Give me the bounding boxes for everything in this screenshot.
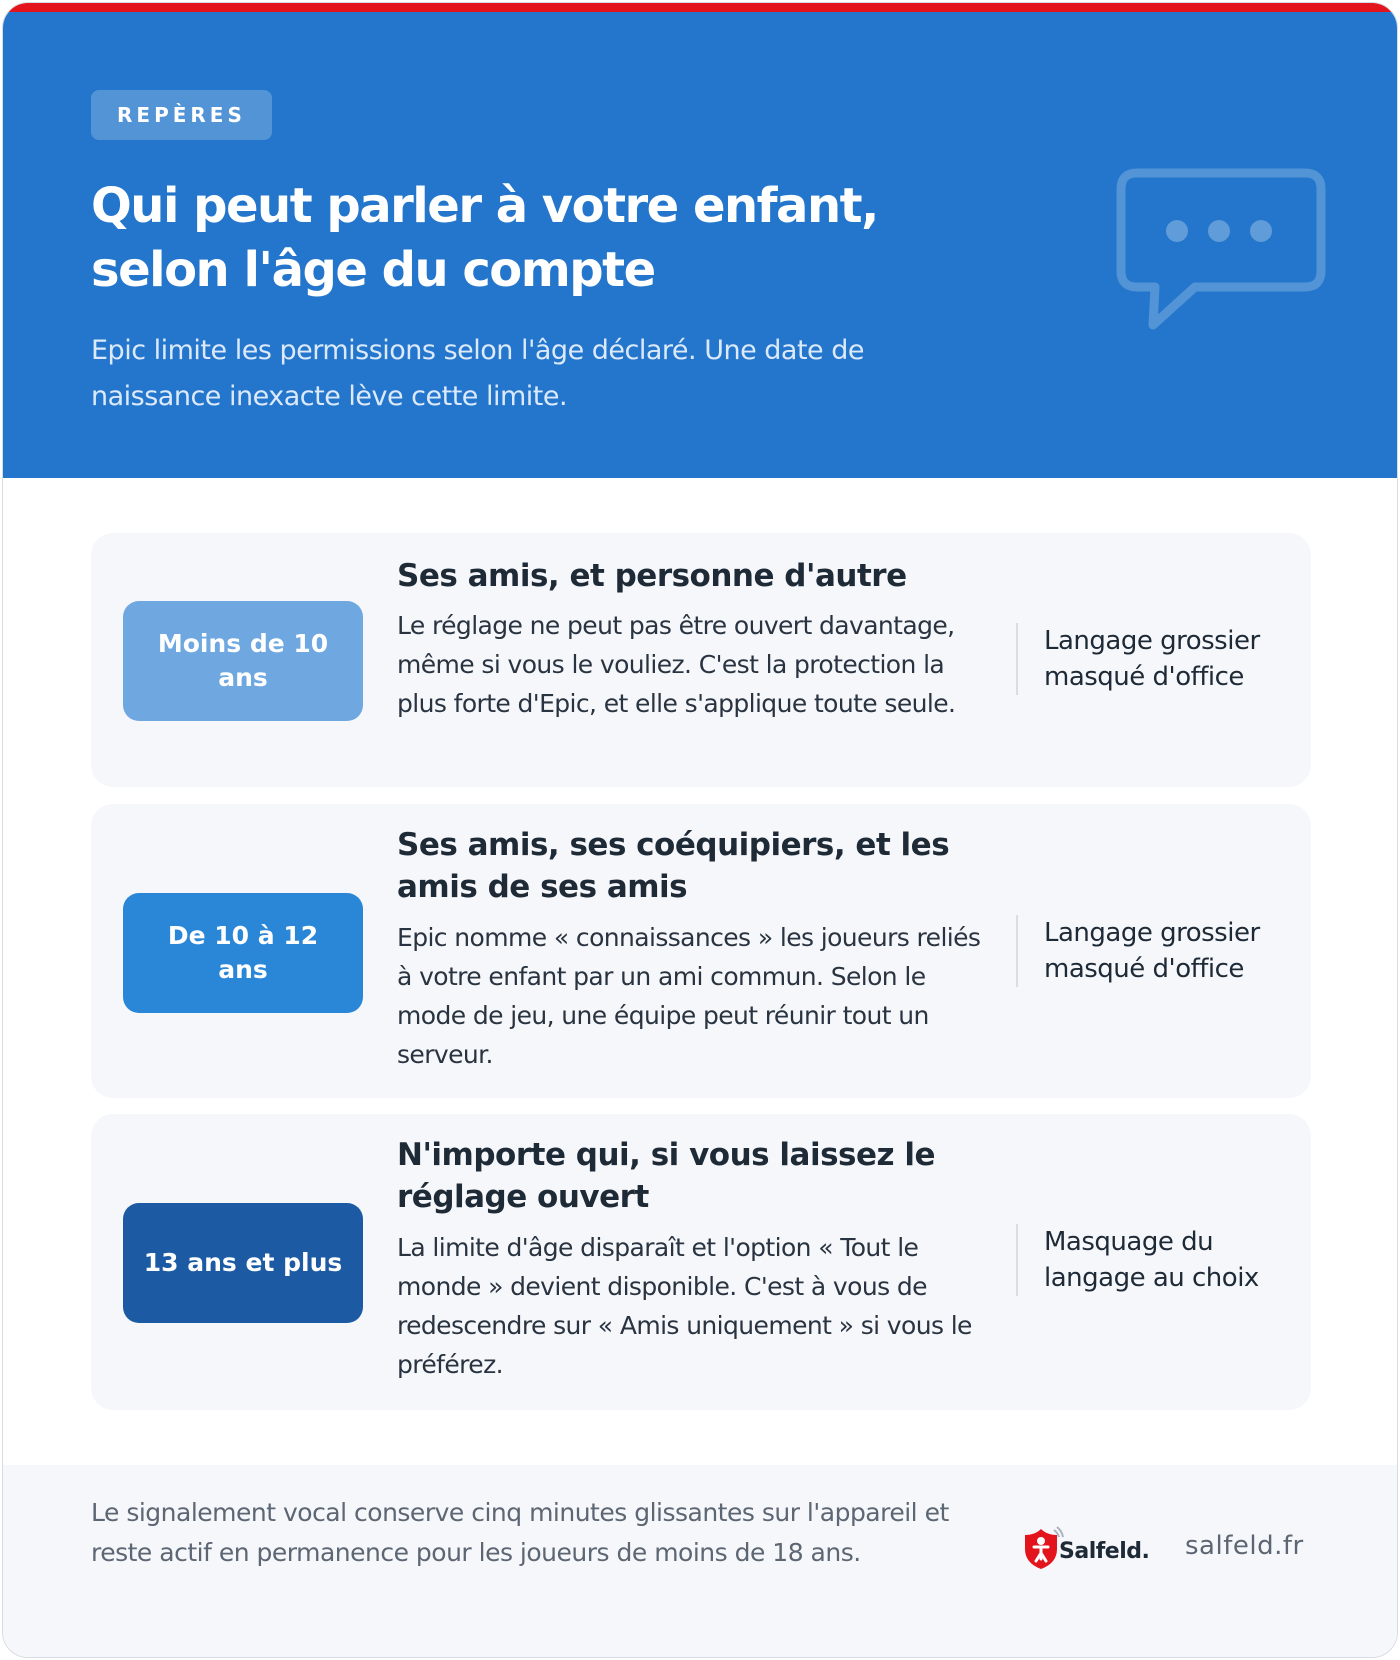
age-row-13-plus [91,1114,1311,1410]
page-title: Qui peut parler à votre enfant, selon l'âge du compte [91,178,878,298]
chat-bubble-icon [1115,167,1330,347]
row-filter-note: Masquage du langage au choix [1016,1224,1286,1296]
infographic-card [2,2,1398,1658]
footer [3,1465,1397,1658]
logo-wordmark: Salfeld. [1059,1539,1150,1564]
age-badge: De 10 à 12 ans [123,893,363,1013]
age-badge: Moins de 10 ans [123,601,363,721]
top-accent-line [3,3,1397,12]
row-filter-note: Langage grossier masqué d'office [1016,915,1286,987]
row-description: Epic nomme « connaissances » les joueurs reliés à votre enfant par un ami commun. Selon le mode de jeu, une équipe peut réunir tout un serveur. [397,923,981,1069]
page-subtitle: Epic limite les permissions selon l'âge déclaré. Une date de naissance inexacte lève cette limite. [91,335,864,412]
row-title: N'importe qui, si vous laissez le réglage ouvert [397,1137,936,1215]
footer-note: Le signalement vocal conserve cinq minutes glissantes sur l'appareil et reste actif en permanence pour les joueurs de moins de 18 ans. [91,1498,949,1567]
age-row-10-12 [91,804,1311,1098]
row-filter-note: Langage grossier masqué d'office [1016,623,1286,695]
website-link[interactable]: salfeld.fr [1185,1531,1304,1561]
row-description: Le réglage ne peut pas être ouvert davantage, même si vous le vouliez. C'est la protection la plus forte d'Epic, et elle s'applique toute seule. [397,611,956,718]
age-badge: 13 ans et plus [123,1203,363,1323]
age-row-under-10 [91,533,1311,787]
hero-section [3,12,1397,478]
row-title: Ses amis, et personne d'autre [397,558,907,594]
brand-logo [1019,1523,1149,1573]
row-title: Ses amis, ses coéquipiers, et les amis de ses amis [397,827,950,905]
section-badge: REPÈRES [91,90,272,140]
row-description: La limite d'âge disparaît et l'option « Tout le monde » devient disponible. C'est à vous de redescendre sur « Amis uniquement » si vous le préférez. [397,1233,972,1379]
